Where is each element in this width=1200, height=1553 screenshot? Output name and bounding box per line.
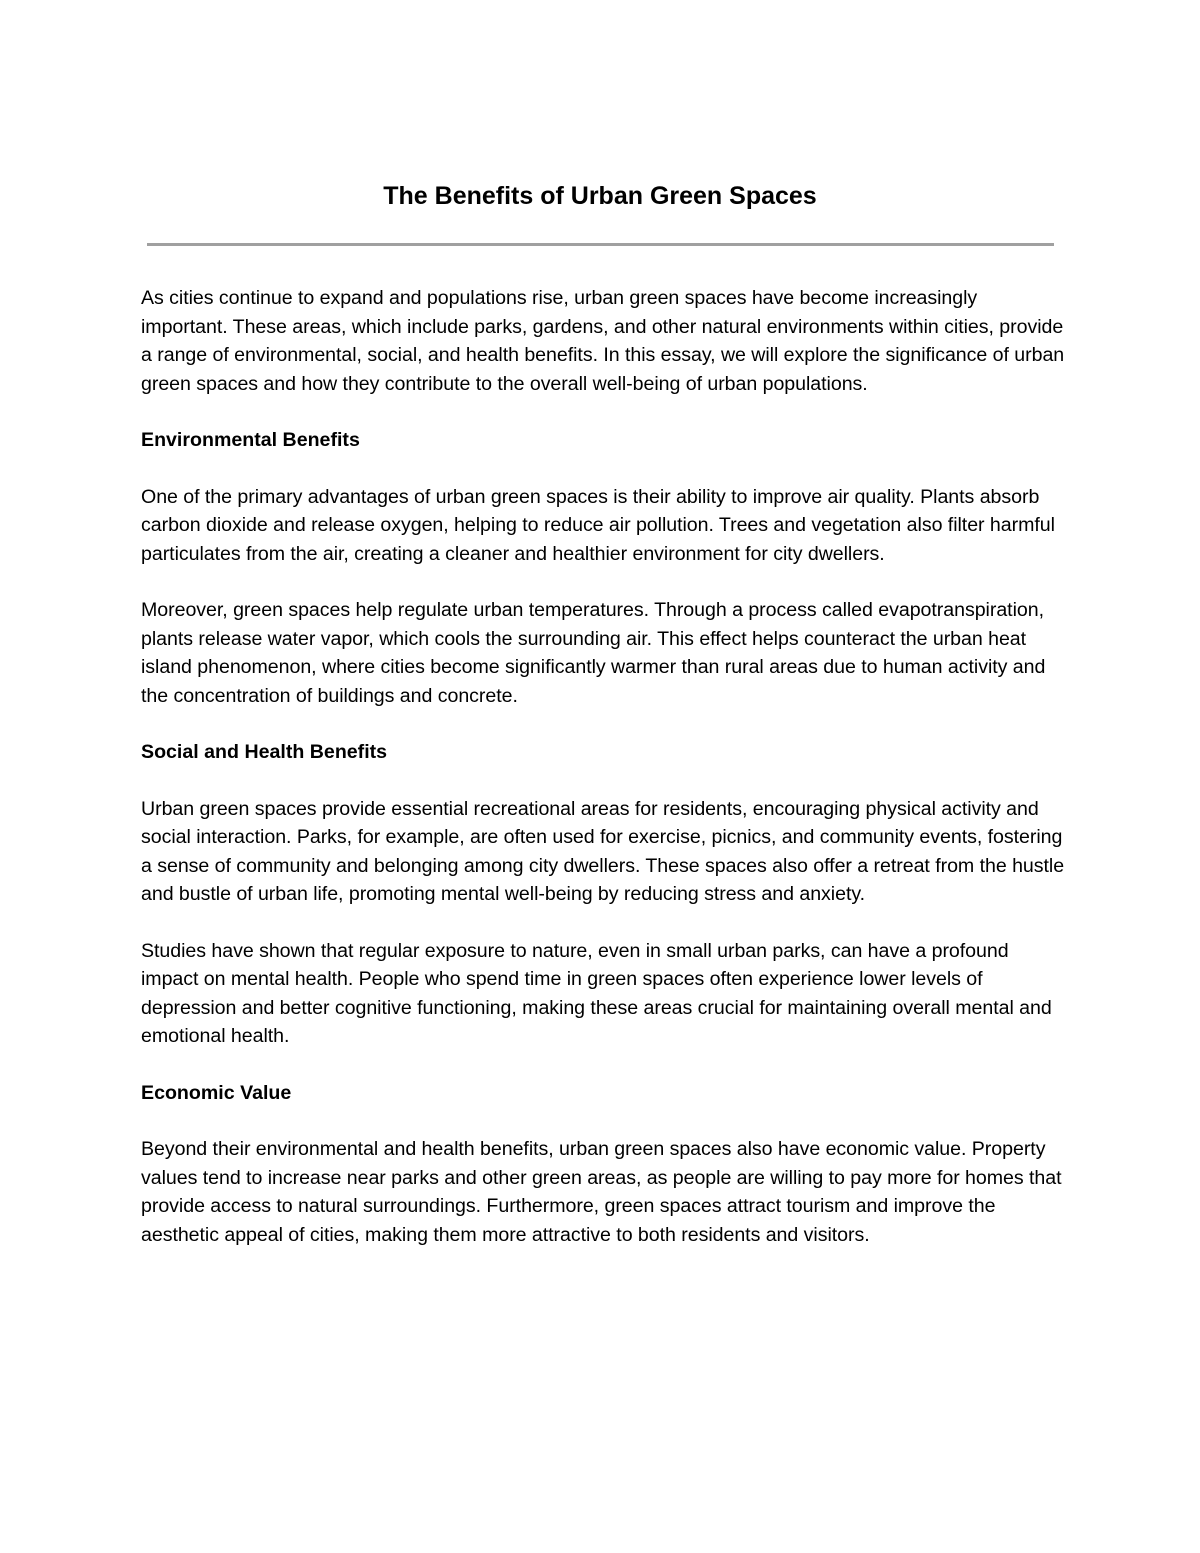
section-paragraph: Studies have shown that regular exposure to nature, even in small urban parks, can have a profound impact on mental health. People who spend time in green spaces often experience lower levels of depression and better cognitive functioning, making these areas crucial for maintaining overall mental and emotional health. [141,939,1052,1047]
section-paragraph: Urban green spaces provide essential recreational areas for residents, encouraging physical activity and social interaction. Parks, for example, are often used for exercise, picnics, and community events, fostering a sense of community and belonging among city dwellers. These spaces also offer a retreat from the hustle and bustle of urban life, promoting mental well-being by reducing stress and anxiety. [141,797,1065,905]
section-economic-value [141,1079,1066,1250]
section-social-and-health-benefits [141,738,1066,1051]
section-paragraph: Beyond their environmental and health benefits, urban green spaces also have economic value. Property values tend to increase near parks and other green areas, as people are willing to pay more for homes that provide access to natural surroundings. Furthermore, green spaces attract tourism and improve the aesthetic appeal of cities, making them more attractive to both residents and visitors. [141,1138,1062,1246]
title-divider [147,243,1054,246]
section-heading: Social and Health Benefits [141,741,388,763]
document-title: The Benefits of Urban Green Spaces [383,182,817,210]
section-heading: Environmental Benefits [141,429,360,451]
section-environmental-benefits [141,426,1066,710]
section-paragraph: One of the primary advantages of urban green spaces is their ability to improve air quality. Plants absorb carbon dioxide and release oxygen, helping to reduce air pollution. Trees and vegetation also filter harmful particulates from the air, creating a cleaner and healthier environment for city dwellers. [141,485,1055,565]
document-body [141,284,1066,1277]
section-heading: Economic Value [141,1081,292,1104]
intro-paragraph: As cities continue to expand and populations rise, urban green spaces have become increasingly important. These areas, which include parks, gardens, and other natural environments within cities, provide a range of environmental, social, and health benefits. In this essay, we will explore the significance of urban green spaces and how they contribute to the overall well-being of urban populations. [141,287,1065,395]
section-paragraph: Moreover, green spaces help regulate urban temperatures. Through a process called evapotranspiration, plants release water vapor, which cools the surrounding air. This effect helps counteract the urban heat island phenomenon, where cities become significantly warmer than rural areas due to human activity and the concentration of buildings and concrete. [141,599,1046,707]
